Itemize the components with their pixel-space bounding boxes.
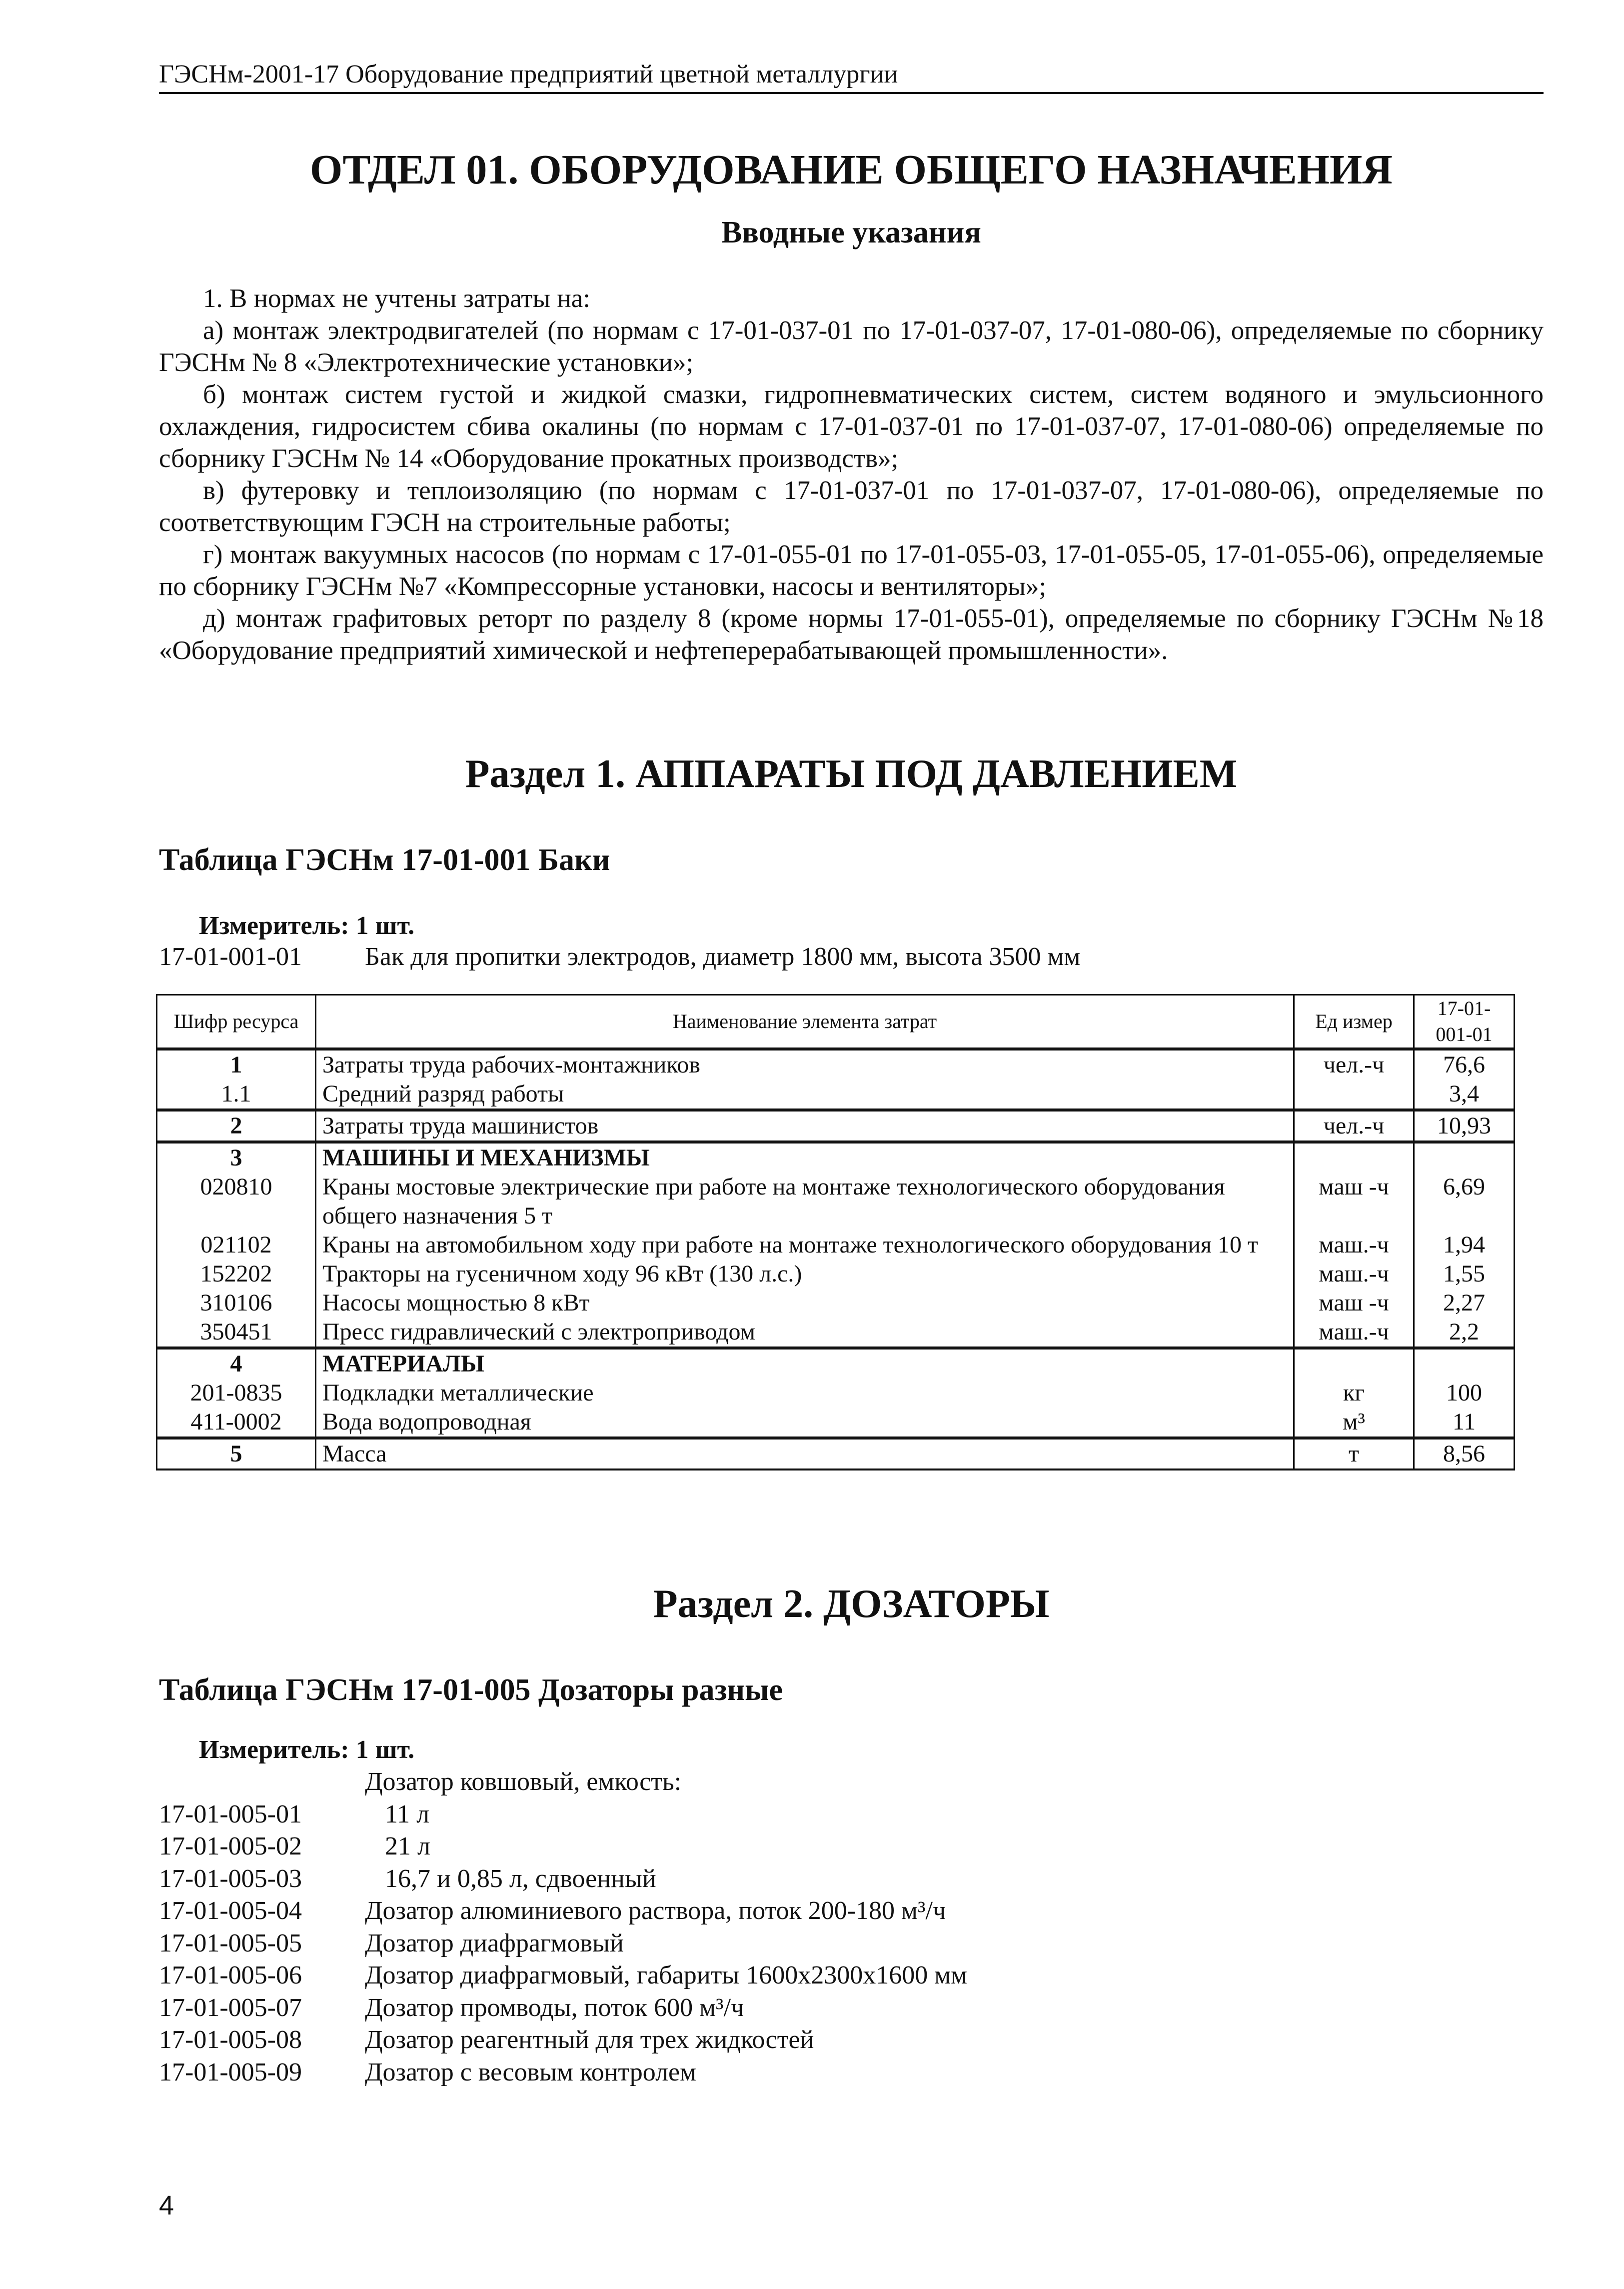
cell-name: Тракторы на гусеничном ходу 96 кВт (130 л.с.) [316,1260,1294,1288]
col-header-norm: 17-01-001-01 [1414,995,1515,1050]
department-title: ОТДЕЛ 01. ОБОРУДОВАНИЕ ОБЩЕГО НАЗНАЧЕНИЯ [310,146,1393,193]
cell-unit: маш.-ч [1294,1260,1414,1288]
cell-name: Подкладки металлические [316,1378,1294,1408]
intro-body [159,282,1544,666]
cell-code: 4 [157,1348,316,1378]
table-row [157,1110,1515,1142]
cell-unit: кг [1294,1378,1414,1408]
page-number: 4 [159,2190,174,2220]
table-header-row [157,995,1515,1050]
cell-code: 1.1 [157,1080,316,1110]
table-row [157,1408,1515,1438]
col-header-code: Шифр ресурса [157,995,316,1050]
norm-line [159,941,1544,973]
item-code: 17-01-005-09 [159,2058,302,2086]
list-item [159,1928,1544,1960]
table-row [157,1438,1515,1470]
cell-name: МАТЕРИАЛЫ [316,1348,1294,1378]
table-1-title: Таблица ГЭСНм 17-01-001 Баки [159,843,610,877]
list-item [159,1863,1544,1896]
intro-paragraph: 1. В нормах не учтены затраты на: [203,284,590,313]
table-row [157,1172,1515,1230]
item-desc: 21 л [385,1832,430,1860]
cell-unit: маш -ч [1294,1288,1414,1318]
cell-unit: маш.-ч [1294,1230,1414,1260]
table-row [157,1260,1515,1288]
cell-code: 5 [157,1438,316,1470]
cell-unit: чел.-ч [1294,1110,1414,1142]
cell-value [1414,1142,1515,1172]
table-2-measure: Измеритель: 1 шт. [199,1736,415,1764]
cell-unit: чел.-ч [1294,1049,1414,1080]
cell-unit [1294,1080,1414,1110]
section-1-title: Раздел 1. АППАРАТЫ ПОД ДАВЛЕНИЕМ [465,752,1238,796]
intro-paragraph: г) монтаж вакуумных насосов (по нормам с 17-01-055-01 по 17-01-055-03, 17-01-055-05, 17-01-055-06), определяемые по сборнику ГЭСНм №7 «Компрессорные установки, насосы и вентиляторы»; [159,540,1544,601]
cell-code: 2 [157,1110,316,1142]
cell-value: 11 [1414,1408,1515,1438]
item-code: 17-01-005-06 [159,1961,302,1990]
cell-code: 350451 [157,1318,316,1348]
cell-value: 10,93 [1414,1110,1515,1142]
cell-unit [1294,1142,1414,1172]
cell-name: Краны на автомобильном ходу при работе на монтаже технологического оборудования 10 т [316,1230,1294,1260]
table-row [157,1049,1515,1080]
item-code: 17-01-005-04 [159,1896,302,1925]
cell-name: Насосы мощностью 8 кВт [316,1288,1294,1318]
cell-value: 76,6 [1414,1049,1515,1080]
intro-title: Вводные указания [721,216,981,250]
item-code: 17-01-005-08 [159,2026,302,2054]
cell-unit: маш -ч [1294,1172,1414,1230]
cell-code: 3 [157,1142,316,1172]
cell-code: 021102 [157,1230,316,1260]
table-row [157,1288,1515,1318]
col-header-name: Наименование элемента затрат [316,995,1294,1050]
cell-value: 1,94 [1414,1230,1515,1260]
cell-name: Средний разряд работы [316,1080,1294,1110]
table-row [157,1378,1515,1408]
list-group-caption-row [159,1766,1544,1798]
cell-unit: т [1294,1438,1414,1470]
item-code: 17-01-005-05 [159,1928,302,1958]
cell-code: 152202 [157,1260,316,1288]
cell-value: 100 [1414,1378,1515,1408]
cell-value: 3,4 [1414,1080,1515,1110]
list-item [159,2056,1544,2089]
dispenser-list [159,1766,1544,2088]
item-code: 17-01-005-01 [159,1800,302,1828]
section-2-title: Раздел 2. ДОЗАТОРЫ [653,1582,1050,1626]
table-row [157,1142,1515,1172]
cell-code: 1 [157,1049,316,1080]
table-row [157,1230,1515,1260]
table-row [157,1318,1515,1348]
cell-code: 411-0002 [157,1408,316,1438]
cell-value: 2,27 [1414,1288,1515,1318]
item-desc: Дозатор реагентный для трех жидкостей [365,2026,814,2054]
intro-paragraph: д) монтаж графитовых реторт по разделу 8 (кроме нормы 17-01-055-01), определяемые по сборнику ГЭСНм №18 «Оборудование предприятий химической и нефтеперерабатывающей промышленности». [159,604,1544,665]
cell-value [1414,1348,1515,1378]
cell-value: 2,2 [1414,1318,1515,1348]
item-code: 17-01-005-02 [159,1832,302,1860]
table-row [157,1080,1515,1110]
item-code: 17-01-005-07 [159,1993,302,2022]
list-item [159,1830,1544,1863]
cell-value: 1,55 [1414,1260,1515,1288]
list-item [159,1960,1544,1992]
cell-unit: м³ [1294,1408,1414,1438]
group-caption: Дозатор ковшовый, емкость: [365,1768,682,1796]
cell-code: 020810 [157,1172,316,1230]
cell-value: 6,69 [1414,1172,1515,1230]
norm-description: Бак для пропитки электродов, диаметр 1800 мм, высота 3500 мм [365,942,1081,971]
item-desc: Дозатор с весовым контролем [365,2058,697,2086]
norms-table [156,994,1515,1470]
cell-value: 8,56 [1414,1438,1515,1470]
item-desc: Дозатор диафрагмовый [365,1928,624,1958]
cell-unit: маш.-ч [1294,1318,1414,1348]
cell-code: 201-0835 [157,1378,316,1408]
item-desc: Дозатор диафрагмовый, габариты 1600х2300х1600 мм [365,1961,968,1990]
intro-paragraph: а) монтаж электродвигателей (по нормам с 17-01-037-01 по 17-01-037-07, 17-01-080-06), определяемые по сборнику ГЭСНм № 8 «Электротехнические установки»; [159,316,1544,377]
cell-name: Затраты труда машинистов [316,1110,1294,1142]
list-item [159,2024,1544,2056]
cell-name: Краны мостовые электрические при работе на монтаже технологического оборудования общего назначения 5 т [316,1172,1294,1230]
cell-name: Вода водопроводная [316,1408,1294,1438]
list-item [159,1798,1544,1831]
item-desc: Дозатор промводы, поток 600 м³/ч [365,1993,744,2022]
list-item [159,1992,1544,2024]
item-code: 17-01-005-03 [159,1864,302,1893]
table-1-measure: Измеритель: 1 шт. [199,912,415,940]
item-desc: 11 л [385,1800,430,1828]
cell-code: 310106 [157,1288,316,1318]
list-item [159,1895,1544,1928]
norm-code: 17-01-001-01 [159,942,302,971]
intro-paragraph: б) монтаж систем густой и жидкой смазки, гидропневматических систем, систем водяного и эмульсионного охлаждения, гидросистем сбива окалины (по нормам с 17-01-037-01 по 17-01-037-07, 17-01-080-06) определяемые по сборнику ГЭСНм № 14 «Оборудование прокатных производств»; [159,380,1544,473]
cell-unit [1294,1348,1414,1378]
cell-name: Пресс гидравлический с электроприводом [316,1318,1294,1348]
cell-name: МАШИНЫ И МЕХАНИЗМЫ [316,1142,1294,1172]
table-row [157,1348,1515,1378]
running-header: ГЭСНм-2001-17 Оборудование предприятий цветной металлургии [159,59,1544,94]
table-2-title: Таблица ГЭСНм 17-01-005 Дозаторы разные [159,1673,783,1707]
col-header-unit: Ед измер [1294,995,1414,1050]
cell-name: Затраты труда рабочих-монтажников [316,1049,1294,1080]
intro-paragraph: в) футеровку и теплоизоляцию (по нормам с 17-01-037-01 по 17-01-037-07, 17-01-080-06), определяемые по соответствующим ГЭСН на строительные работы; [159,476,1544,537]
item-desc: 16,7 и 0,85 л, сдвоенный [385,1864,656,1893]
item-desc: Дозатор алюминиевого раствора, поток 200-180 м³/ч [365,1896,946,1925]
cell-name: Масса [316,1438,1294,1470]
